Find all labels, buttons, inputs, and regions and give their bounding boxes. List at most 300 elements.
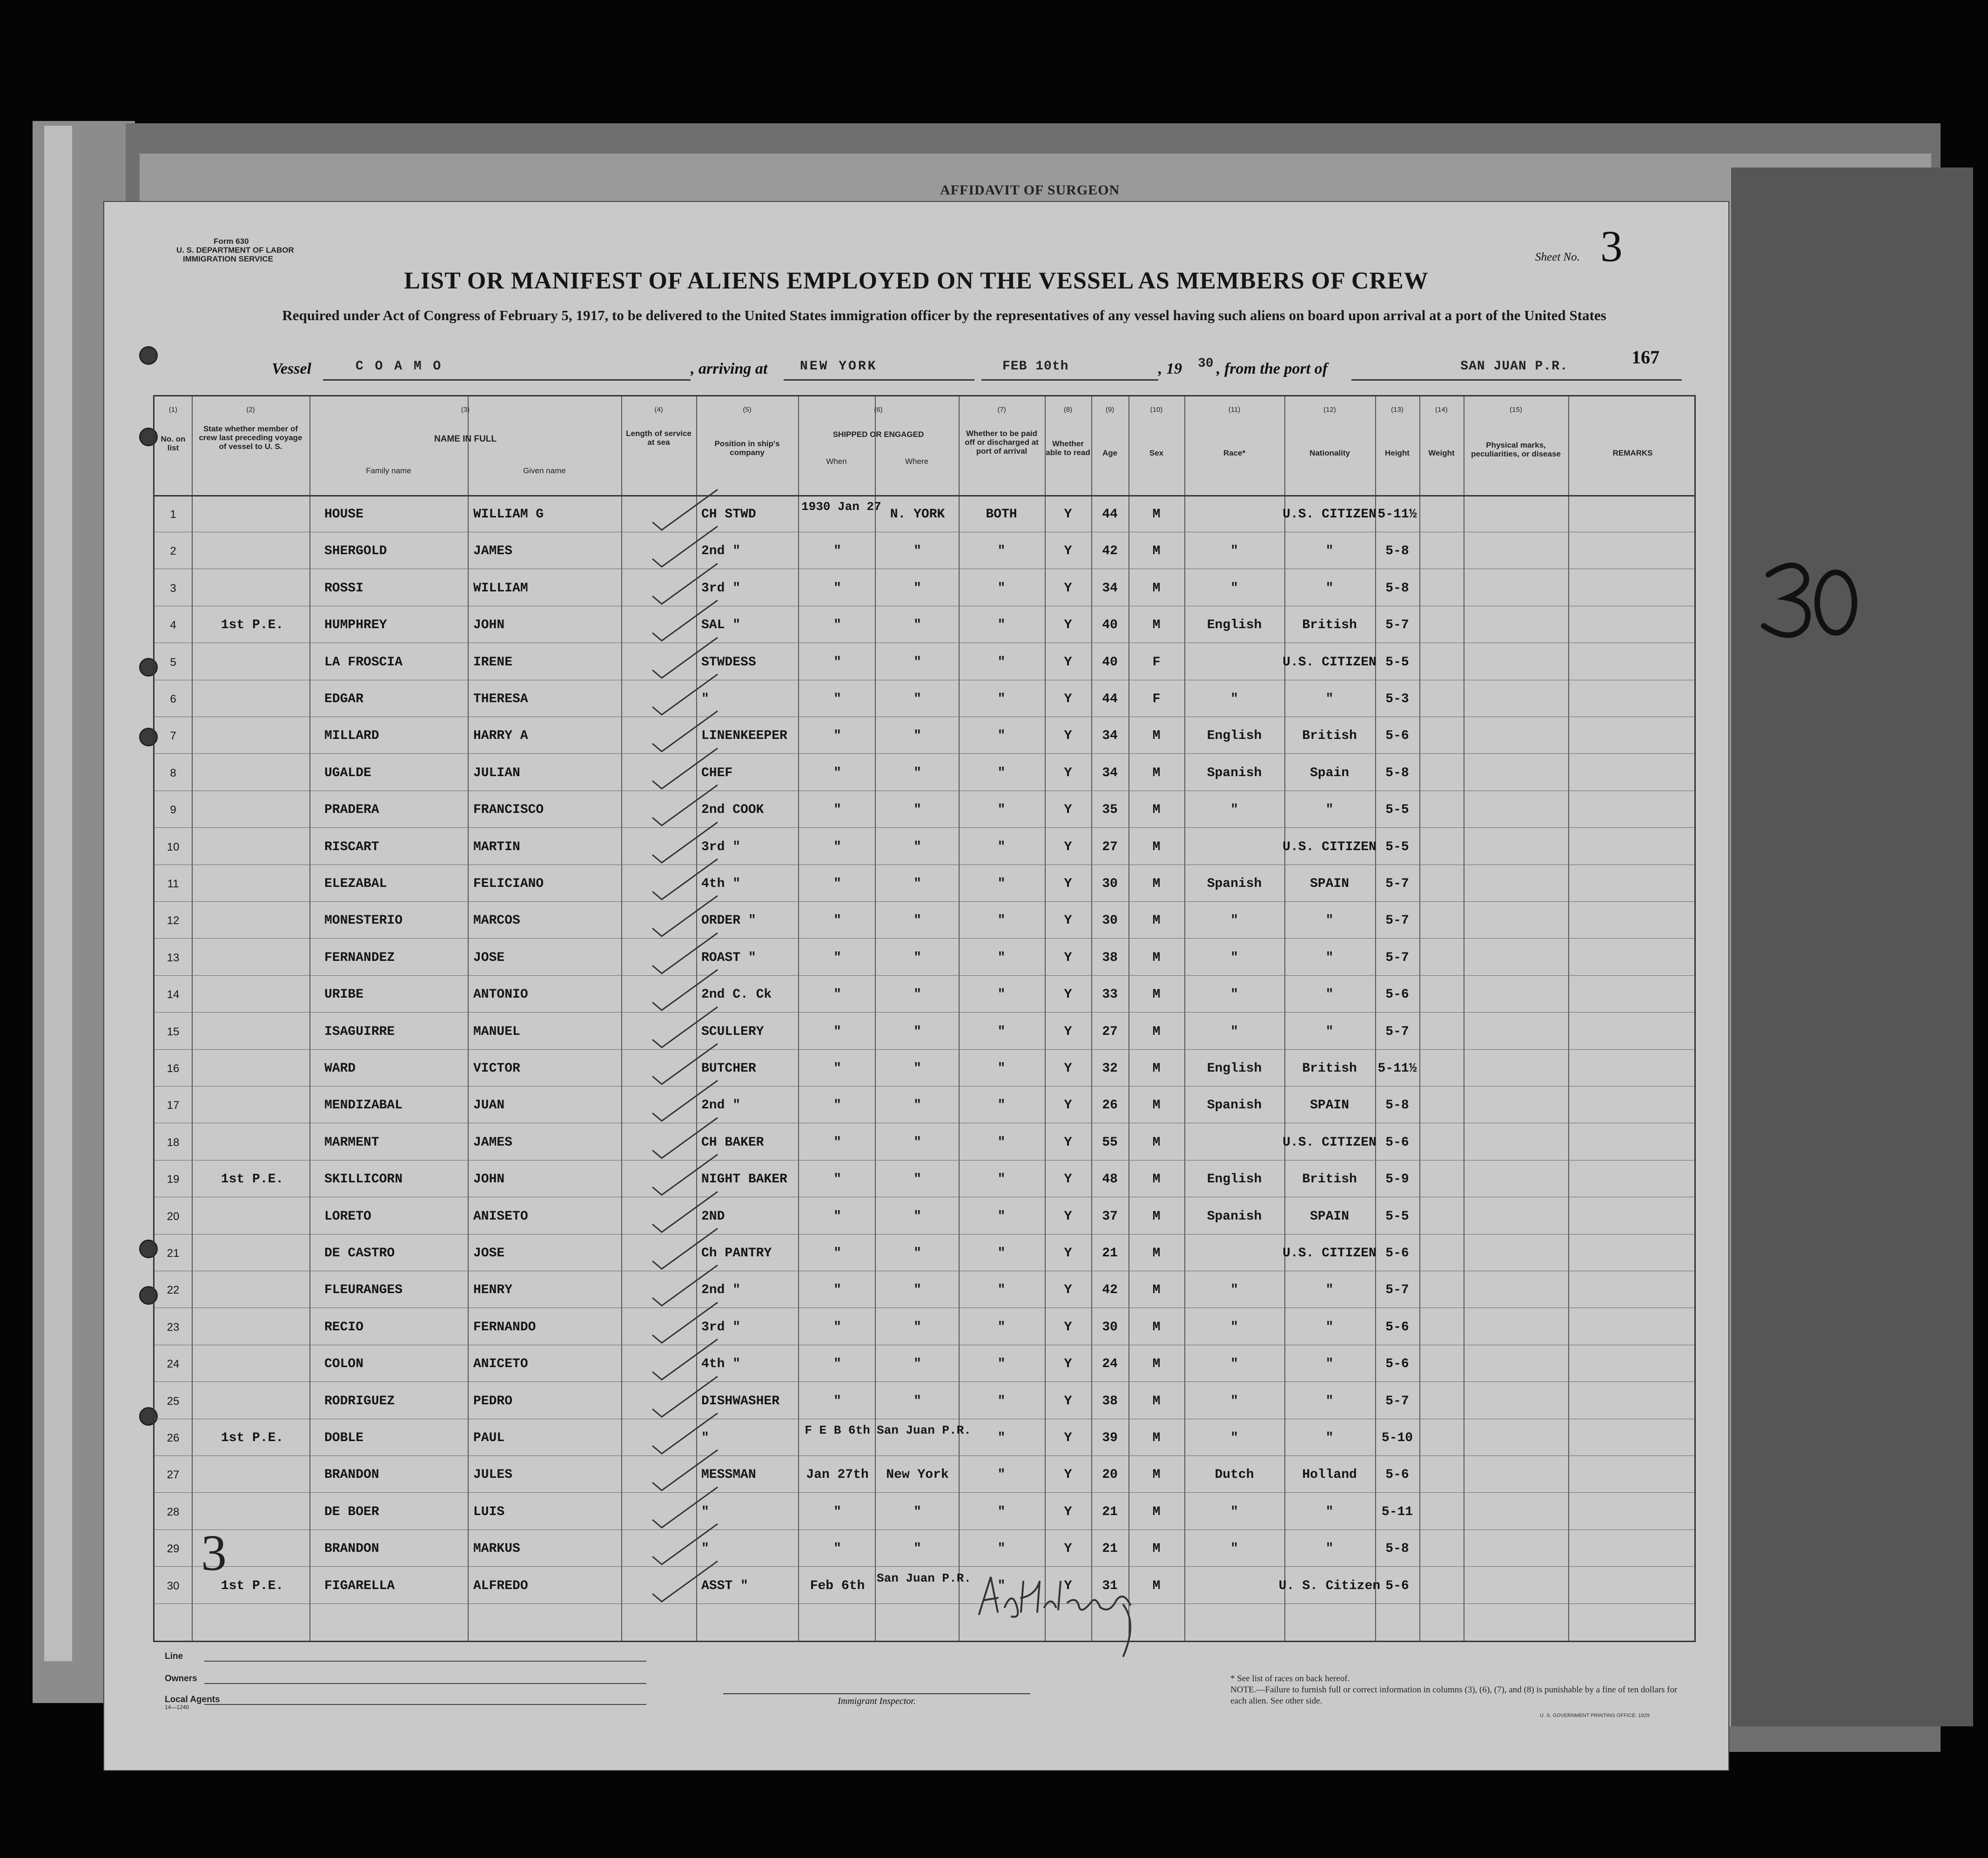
cell-age: 55 <box>1102 1135 1118 1150</box>
cell-family: BRANDON <box>324 1468 379 1482</box>
cell-race: " <box>1230 1283 1238 1298</box>
table-row <box>154 1272 1694 1308</box>
cell-nationality: British <box>1302 1172 1357 1187</box>
cell-sex: M <box>1152 950 1161 965</box>
cell-height: 5-5 <box>1385 655 1409 670</box>
cell-age: 20 <box>1102 1468 1118 1482</box>
cell-family: URIBE <box>324 987 364 1002</box>
cell-paid: " <box>997 1320 1006 1335</box>
cell-family: FLEURANGES <box>324 1283 403 1298</box>
cell-nationality: " <box>1325 1024 1334 1039</box>
cell-where: " <box>913 877 921 891</box>
cell-height: 5-5 <box>1385 803 1409 818</box>
cell-read: Y <box>1064 1098 1072 1113</box>
cell-read: Y <box>1064 1246 1072 1261</box>
cell-family: BRANDON <box>324 1542 379 1556</box>
cell-height: 5-7 <box>1385 1024 1409 1039</box>
cell-family: UGALDE <box>324 765 371 780</box>
header-sex: Sex <box>1149 449 1164 457</box>
cell-prev <box>196 829 308 865</box>
cell-paid: " <box>997 1504 1006 1519</box>
cell-height: 5-7 <box>1385 950 1409 965</box>
cell-sex: M <box>1152 1209 1161 1224</box>
cell-family: PRADERA <box>324 803 379 818</box>
table-row <box>154 977 1694 1013</box>
col-num-8: (8) <box>1063 406 1073 414</box>
cell-height: 5-5 <box>1385 1209 1409 1224</box>
cell-prev <box>196 866 308 902</box>
cell-paid: " <box>997 1246 1006 1261</box>
cell-sex: M <box>1152 1542 1161 1556</box>
header-able-to-read: Whether able to read <box>1046 439 1090 457</box>
cell-family: LA FROSCIA <box>324 655 403 670</box>
cell-paid: " <box>997 987 1006 1002</box>
cell-prev <box>196 644 308 680</box>
cell-race: Spanish <box>1207 765 1262 780</box>
cell-nationality: " <box>1325 1542 1334 1556</box>
cell-read: Y <box>1064 581 1072 596</box>
col-num-2: (2) <box>246 406 255 414</box>
cell-nationality: " <box>1325 544 1334 559</box>
cell-nationality: " <box>1325 1431 1334 1445</box>
cell-nationality: U.S. CITIZEN <box>1283 1135 1377 1150</box>
cell-age: 24 <box>1102 1357 1118 1372</box>
cell-read: Y <box>1064 950 1072 965</box>
cell-race: " <box>1230 1394 1238 1409</box>
cell-where: " <box>913 1246 921 1261</box>
cell-read: Y <box>1064 913 1072 928</box>
cell-where: " <box>913 987 921 1002</box>
table-row <box>154 681 1694 717</box>
cell-height: 5-7 <box>1385 618 1409 633</box>
header-when: When <box>826 457 847 466</box>
cell-prev <box>196 1125 308 1160</box>
cell-read: Y <box>1064 1135 1072 1150</box>
printer-imprint: U. S. GOVERNMENT PRINTING OFFICE: 1929 <box>1540 1713 1650 1718</box>
header-weight: Weight <box>1428 449 1455 457</box>
cell-no: 30 <box>167 1579 180 1592</box>
cell-where: San Juan P.R. <box>877 1423 971 1437</box>
cell-when: " <box>833 1135 841 1150</box>
cell-position: ORDER " <box>701 913 756 928</box>
cell-nationality: " <box>1325 950 1334 965</box>
cell-paid: " <box>997 1357 1006 1372</box>
cell-family: DOBLE <box>324 1431 364 1445</box>
cell-no: 28 <box>167 1505 180 1518</box>
cell-height: 5-6 <box>1385 1468 1409 1482</box>
cell-family: RODRIGUEZ <box>324 1394 395 1409</box>
cell-prev <box>196 1272 308 1308</box>
cell-sex: M <box>1152 1061 1161 1076</box>
cell-height: 5-6 <box>1385 729 1409 744</box>
table-row <box>154 829 1694 865</box>
header-physical-marks: Physical marks, peculiarities, or disease <box>1471 441 1561 458</box>
footer-owners-rule <box>204 1683 646 1684</box>
cell-read: Y <box>1064 1578 1072 1593</box>
cell-age: 27 <box>1102 1024 1118 1039</box>
cell-sex: M <box>1152 1172 1161 1187</box>
cell-paid: " <box>997 1209 1006 1224</box>
cell-when: " <box>833 1172 841 1187</box>
cell-family: DE BOER <box>324 1504 379 1519</box>
cell-sex: M <box>1152 1135 1161 1150</box>
cell-given: IRENE <box>473 655 513 670</box>
cell-where: N. YORK <box>890 507 945 522</box>
cell-age: 34 <box>1102 729 1118 744</box>
cell-prev <box>196 1051 308 1087</box>
cell-family: ROSSI <box>324 581 364 596</box>
cell-given: WILLIAM G <box>473 507 544 522</box>
col-num-4: (4) <box>654 406 663 414</box>
arriving-label: , arriving at <box>691 360 768 377</box>
cell-paid: " <box>997 692 1006 706</box>
cell-age: 21 <box>1102 1246 1118 1261</box>
cell-read: Y <box>1064 1394 1072 1409</box>
col-num-7: (7) <box>997 406 1006 414</box>
cell-family: MILLARD <box>324 729 379 744</box>
cell-position: " <box>701 1542 709 1556</box>
cell-prev <box>196 940 308 976</box>
cell-read: Y <box>1064 765 1072 780</box>
affidavit-heading: AFFIDAVIT OF SURGEON <box>940 182 1120 198</box>
cell-age: 40 <box>1102 655 1118 670</box>
cell-nationality: SPAIN <box>1310 877 1349 891</box>
col-num-13: (13) <box>1391 406 1404 414</box>
cell-read: Y <box>1064 877 1072 891</box>
cell-given: ANISETO <box>473 1209 528 1224</box>
arriving-port: NEW YORK <box>800 359 878 374</box>
table-row <box>154 755 1694 791</box>
cell-nationality: U.S. CITIZEN <box>1283 655 1377 670</box>
cell-position: ROAST " <box>701 950 756 965</box>
table-row <box>154 792 1694 828</box>
cell-sex: M <box>1152 581 1161 596</box>
footer-note <box>1230 1673 1686 1707</box>
table-row <box>154 496 1694 532</box>
cell-no: 18 <box>167 1136 180 1149</box>
cell-position: " <box>701 692 709 706</box>
cell-age: 26 <box>1102 1098 1118 1113</box>
table-row <box>154 607 1694 643</box>
cell-age: 30 <box>1102 877 1118 891</box>
cell-family: COLON <box>324 1357 364 1372</box>
cell-age: 39 <box>1102 1431 1118 1445</box>
col-num-14: (14) <box>1435 406 1448 414</box>
header-shipped-or-engaged: SHIPPED OR ENGAGED <box>833 430 924 439</box>
col-num-15: (15) <box>1510 406 1522 414</box>
cell-race: " <box>1230 1357 1238 1372</box>
col-num-3: (3) <box>461 406 470 414</box>
service-name: IMMIGRATION SERVICE <box>183 255 273 263</box>
cell-nationality: U.S. CITIZEN <box>1283 839 1377 854</box>
cell-age: 42 <box>1102 544 1118 559</box>
cell-race: " <box>1230 1431 1238 1445</box>
cell-nationality: " <box>1325 803 1334 818</box>
cell-nationality: Holland <box>1302 1468 1357 1482</box>
cell-no: 12 <box>167 914 180 927</box>
footer-agents-code: 14—1240 <box>165 1704 189 1710</box>
cell-given: ANTONIO <box>473 987 528 1002</box>
cell-paid: " <box>997 839 1006 854</box>
cell-sex: M <box>1152 1578 1161 1593</box>
cell-where: " <box>913 618 921 633</box>
cell-paid: " <box>997 1098 1006 1113</box>
cell-height: 5-7 <box>1385 1394 1409 1409</box>
cell-position: STWDESS <box>701 655 756 670</box>
cell-age: 44 <box>1102 507 1118 522</box>
cell-where: " <box>913 839 921 854</box>
cell-where: " <box>913 655 921 670</box>
cell-paid: " <box>997 1024 1006 1039</box>
cell-no: 5 <box>170 656 176 669</box>
cell-age: 30 <box>1102 913 1118 928</box>
cell-given: MARKUS <box>473 1542 520 1556</box>
cell-sex: M <box>1152 1320 1161 1335</box>
cell-race: " <box>1230 913 1238 928</box>
cell-family: WARD <box>324 1061 356 1076</box>
cell-race: Dutch <box>1215 1468 1254 1482</box>
cell-prev <box>196 1199 308 1234</box>
cell-family: EDGAR <box>324 692 364 706</box>
cell-position: CH BAKER <box>701 1135 764 1150</box>
cell-given: JOSE <box>473 950 505 965</box>
cell-paid: " <box>997 1394 1006 1409</box>
cell-height: 5-8 <box>1385 1542 1409 1556</box>
cell-family: MARMENT <box>324 1135 379 1150</box>
cell-paid: " <box>997 803 1006 818</box>
cell-read: Y <box>1064 729 1072 744</box>
cell-paid: " <box>997 1542 1006 1556</box>
cell-when: " <box>833 1061 841 1076</box>
cell-when: " <box>833 1209 841 1224</box>
cell-where: " <box>913 913 921 928</box>
cell-sex: M <box>1152 1024 1161 1039</box>
cell-no: 25 <box>167 1395 180 1408</box>
cell-prev <box>196 792 308 828</box>
cell-position: 2nd " <box>701 1098 741 1113</box>
table-row <box>154 1494 1694 1530</box>
cell-where: " <box>913 1024 921 1039</box>
cell-sex: M <box>1152 803 1161 818</box>
header-given-name: Given name <box>523 466 566 475</box>
cell-age: 27 <box>1102 839 1118 854</box>
cell-age: 21 <box>1102 1542 1118 1556</box>
cell-where: " <box>913 803 921 818</box>
cell-no: 14 <box>167 988 180 1001</box>
cell-nationality: " <box>1325 1394 1334 1409</box>
cell-prev <box>196 1457 308 1493</box>
from-port-label: , from the port of <box>1216 360 1328 377</box>
cell-prev: 1st P.E. <box>221 1431 284 1445</box>
cell-where: " <box>913 1357 921 1372</box>
cell-position: 4th " <box>701 877 741 891</box>
cell-race: " <box>1230 544 1238 559</box>
cell-race: " <box>1230 1542 1238 1556</box>
cell-race: " <box>1230 581 1238 596</box>
footer-owners-label: Owners <box>165 1674 197 1684</box>
cell-given: VICTOR <box>473 1061 520 1076</box>
check-mark-icon <box>648 1559 722 1605</box>
col-num-9: (9) <box>1105 406 1115 414</box>
cell-race: Spanish <box>1207 877 1262 891</box>
cell-no: 29 <box>167 1543 180 1556</box>
cell-when: " <box>833 765 841 780</box>
cell-nationality: U.S. CITIZEN <box>1283 507 1377 522</box>
cell-family: RECIO <box>324 1320 364 1335</box>
cell-age: 31 <box>1102 1578 1118 1593</box>
cell-age: 33 <box>1102 987 1118 1002</box>
header-age: Age <box>1102 449 1118 457</box>
cell-given: MARTIN <box>473 839 520 854</box>
cell-age: 35 <box>1102 803 1118 818</box>
table-row <box>154 1051 1694 1087</box>
table-row <box>154 1457 1694 1493</box>
cell-given: JOHN <box>473 1172 505 1187</box>
cell-prev <box>196 1309 308 1345</box>
cell-paid: " <box>997 729 1006 744</box>
cell-race: " <box>1230 1504 1238 1519</box>
cell-family: HUMPHREY <box>324 618 387 633</box>
cell-height: 5-11 <box>1381 1504 1413 1519</box>
cell-no: 27 <box>167 1469 180 1482</box>
cell-paid: " <box>997 1061 1006 1076</box>
cell-given: HENRY <box>473 1283 513 1298</box>
cell-when: " <box>833 839 841 854</box>
cell-no: 19 <box>167 1173 180 1186</box>
cell-given: JUAN <box>473 1098 505 1113</box>
cell-position: MESSMAN <box>701 1468 756 1482</box>
cell-paid: " <box>997 1431 1006 1445</box>
cell-given: JOHN <box>473 618 505 633</box>
cell-no: 23 <box>167 1321 180 1334</box>
cell-given: FERNANDO <box>473 1320 536 1335</box>
cell-sex: M <box>1152 839 1161 854</box>
cell-family: FERNANDEZ <box>324 950 395 965</box>
cell-age: 37 <box>1102 1209 1118 1224</box>
cell-no: 11 <box>167 878 179 890</box>
cell-nationality: " <box>1325 1357 1334 1372</box>
cell-read: Y <box>1064 544 1072 559</box>
cell-where: " <box>913 1209 921 1224</box>
cell-where: " <box>913 544 921 559</box>
cell-height: 5-7 <box>1385 877 1409 891</box>
cell-age: 30 <box>1102 1320 1118 1335</box>
footer-agents-label: Local Agents <box>165 1695 220 1704</box>
immigrant-inspector-label: Immigrant Inspector. <box>723 1693 1030 1707</box>
cell-position: 3rd " <box>701 1320 741 1335</box>
cell-where: " <box>913 1394 921 1409</box>
cell-read: Y <box>1064 1283 1072 1298</box>
cell-given: HARRY A <box>473 729 528 744</box>
cell-when: " <box>833 1357 841 1372</box>
cell-height: 5-3 <box>1385 692 1409 706</box>
page-subtitle: Required under Act of Congress of February 5, 1917, to be delivered to the United States immigration officer by the representatives of any vessel having such aliens on board upon arrival at a port of the United States <box>282 307 1606 323</box>
table-row <box>154 1087 1694 1123</box>
cell-family: LORETO <box>324 1209 371 1224</box>
cell-race: English <box>1207 618 1262 633</box>
cell-sex: M <box>1152 507 1161 522</box>
cell-race: English <box>1207 1061 1262 1076</box>
table-row <box>154 940 1694 976</box>
cell-read: Y <box>1064 692 1072 706</box>
cell-when: " <box>833 1394 841 1409</box>
header-where: Where <box>905 457 929 466</box>
from-port: SAN JUAN P.R. <box>1460 359 1568 374</box>
cell-nationality: British <box>1302 1061 1357 1076</box>
table-row <box>154 1346 1694 1382</box>
crew-table <box>153 395 1696 1642</box>
cell-where: " <box>913 1172 921 1187</box>
cell-age: 34 <box>1102 581 1118 596</box>
cell-height: 5-10 <box>1381 1431 1413 1445</box>
cell-position: " <box>701 1431 709 1445</box>
vessel-name: C O A M O <box>356 359 443 374</box>
penalty-note: NOTE.—Failure to furnish full or correct information in columns (3), (6), (7), and (8) is punishable by a fine of ten dollars for each alien. See other side. <box>1230 1685 1678 1706</box>
cell-read: Y <box>1064 618 1072 633</box>
cell-age: 32 <box>1102 1061 1118 1076</box>
background-sheet-strip <box>44 126 72 1661</box>
cell-paid: " <box>997 877 1006 891</box>
cell-prev <box>196 755 308 791</box>
cell-read: Y <box>1064 1024 1072 1039</box>
cell-given: JAMES <box>473 1135 513 1150</box>
col-num-11: (11) <box>1228 406 1241 414</box>
cell-sex: M <box>1152 618 1161 633</box>
cell-read: Y <box>1064 803 1072 818</box>
cell-given: PAUL <box>473 1431 505 1445</box>
cell-age: 38 <box>1102 950 1118 965</box>
cell-where: " <box>913 950 921 965</box>
handwritten-mark: 3 <box>201 1524 227 1581</box>
cell-sex: M <box>1152 1468 1161 1482</box>
cell-height: 5-6 <box>1385 1246 1409 1261</box>
cell-no: 24 <box>167 1358 180 1371</box>
cell-read: Y <box>1064 655 1072 670</box>
table-row <box>154 533 1694 569</box>
cell-position: 2nd COOK <box>701 803 764 818</box>
cell-when: " <box>833 1283 841 1298</box>
cell-prev <box>196 681 308 717</box>
cell-sex: M <box>1152 877 1161 891</box>
cell-sex: M <box>1152 1394 1161 1409</box>
cell-race: " <box>1230 950 1238 965</box>
cell-when: " <box>833 1246 841 1261</box>
table-row <box>154 1568 1694 1604</box>
cell-race: English <box>1207 729 1262 744</box>
cell-read: Y <box>1064 1468 1072 1482</box>
cell-family: MENDIZABAL <box>324 1098 403 1113</box>
cell-position: DISHWASHER <box>701 1394 780 1409</box>
cell-paid: " <box>997 1578 1006 1593</box>
cell-when: F E B 6th <box>805 1423 870 1437</box>
cell-prev <box>196 1087 308 1123</box>
cell-given: LUIS <box>473 1504 505 1519</box>
cell-given: JAMES <box>473 544 513 559</box>
cell-paid: " <box>997 581 1006 596</box>
cell-given: WILLIAM <box>473 581 528 596</box>
cell-family: FIGARELLA <box>324 1578 395 1593</box>
cell-paid: BOTH <box>986 507 1017 522</box>
cell-position: Ch PANTRY <box>701 1246 772 1261</box>
cell-prev <box>196 533 308 569</box>
header-family-name: Family name <box>366 466 411 475</box>
cell-where: " <box>913 1283 921 1298</box>
cell-position: CHEF <box>701 765 733 780</box>
cell-sex: F <box>1152 655 1161 670</box>
cell-family: MONESTERIO <box>324 913 403 928</box>
cell-position: 2nd C. Ck <box>701 987 772 1002</box>
table-row <box>154 1420 1694 1456</box>
